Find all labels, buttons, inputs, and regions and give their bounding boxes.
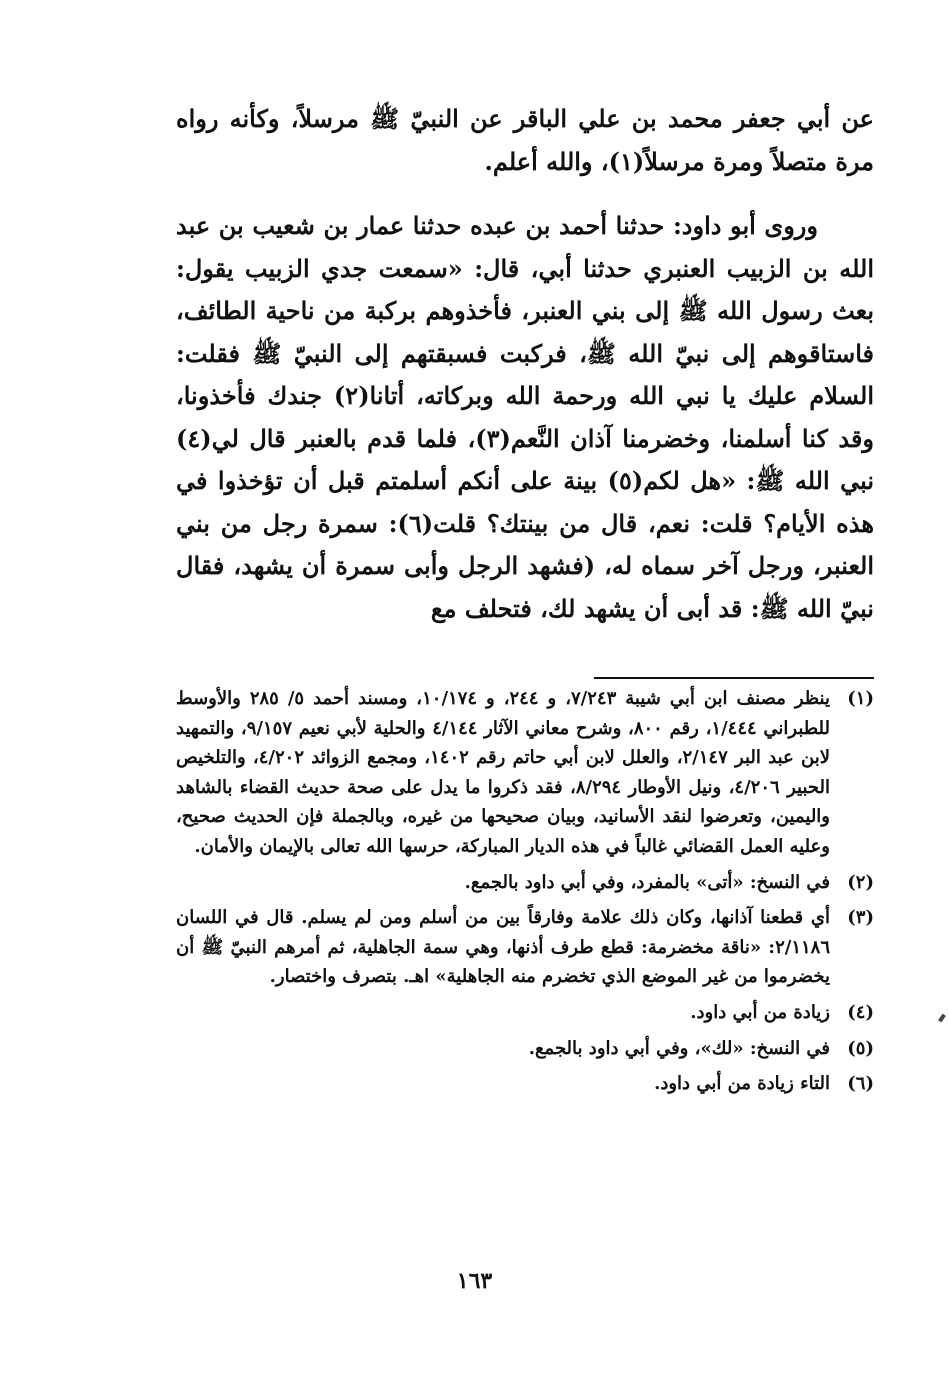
footnote-number: (٦): [847, 1073, 874, 1095]
footnote: [176, 1034, 874, 1064]
main-text: [176, 98, 874, 630]
footnote-text: أي قطعنا آذانها، وكان ذلك علامة وفارقاً بين من أسلم ومن لم يسلم. قال في اللسان ٢/١١٨٦: «ناقة مخضرمة: قطع طرف أذنها، وهي سمة الجاهلية، ثم أمرهم النبيّ ﷺ أن يخضرموا من غير الموضع الذي تخضرم منه الجاهلية» اهـ. بتصرف واختصار.: [176, 907, 830, 988]
footnote: [176, 903, 874, 992]
footnote-text: التاء زيادة من أبي داود.: [654, 1073, 830, 1095]
footnote-text: في النسخ: «لك»، وفي أبي داود بالجمع.: [528, 1037, 830, 1059]
footnote-text: في النسخ: «أتى» بالمفرد، وفي أبي داود بالجمع.: [464, 871, 830, 893]
footnote: [176, 1069, 874, 1099]
footnote-text: زيادة من أبي داود.: [690, 1001, 830, 1023]
paragraph: عن أبي جعفر محمد بن علي الباقر عن النبيّ ﷺ مرسلاً، وكأنه رواه مرة متصلاً ومرة مرسلاً(١)، والله أعلم.: [176, 104, 874, 176]
footnote-number: (٢): [847, 871, 874, 893]
page-number: ١٦٣: [456, 1268, 493, 1294]
footnote-number: (٤): [847, 1001, 874, 1023]
footnote-number: (٣): [847, 907, 874, 929]
footnotes: [176, 684, 874, 1105]
scan-mark: [938, 1014, 946, 1023]
footnote: [176, 998, 874, 1028]
footnote-number: (٥): [847, 1037, 874, 1059]
footnote: [176, 868, 874, 898]
footnote-separator: [594, 677, 874, 679]
footnote-text: ينظر مصنف ابن أبي شيبة ٧/٢٤٣، و ٢٤٤، و ١٠/١٧٤، ومسند أحمد ٥/ ٢٨٥ والأوسط للطبراني ١/٤٤٤، رقم ٨٠٠، وشرح معاني الآثار ٤/١٤٤ والحلية لأبي نعيم ٩/١٥٧، والتمهيد لابن عبد البر ٢/١٤٧، والعلل لابن أبي حاتم رقم ١٤٠٢، ومجمع الزوائد ٤/٢٠٢، والتلخيص الحبير ٤/٢٠٦، ونيل الأوطار ٨/٢٩٤، فقد ذكروا ما يدل على صحة حديث القضاء بالشاهد واليمين، وتعرضوا لنقد الأسانيد، وبيان صحيحها من غيره، وبالجملة فإن الحديث صحيح، وعليه العمل القضائي غالباً في هذه الديار المباركة، حرسها الله تعالى بالإيمان والأمان.: [176, 688, 831, 857]
footnote: [176, 684, 874, 862]
paragraph: وروى أبو داود: حدثنا أحمد بن عبده حدثنا عمار بن شعيب بن عبد الله بن الزبيب العنبري حدثنا أبي، قال: «سمعت جدي الزبيب يقول: بعث رسول الله ﷺ إلى بني العنبر، فأخذوهم بركبة من ناحية الطائف، فاستاقوهم إلى نبيّ الله ﷺ، فركبت فسبقتهم إلى النبيّ ﷺ فقلت: السلام عليك يا نبي الله ورحمة الله وبركاته، أتانا(٢) جندك فأخذونا، وقد كنا أسلمنا، وخضرمنا آذان النَّعم(٣)، فلما قدم بالعنبر قال لي(٤) نبي الله ﷺ: «هل لكم(٥) بينة على أنكم أسلمتم قبل أن تؤخذوا في هذه الأيام؟ قلت: نعم، قال من بينتك؟ قلت(٦): سمرة رجل من بني العنبر، ورجل آخر سماه له، (فشهد الرجل وأبى سمرة أن يشهد، فقال نبيّ الله ﷺ: قد أبى أن يشهد لك، فتحلف مع: [176, 211, 875, 623]
footnote-number: (١): [847, 688, 874, 709]
